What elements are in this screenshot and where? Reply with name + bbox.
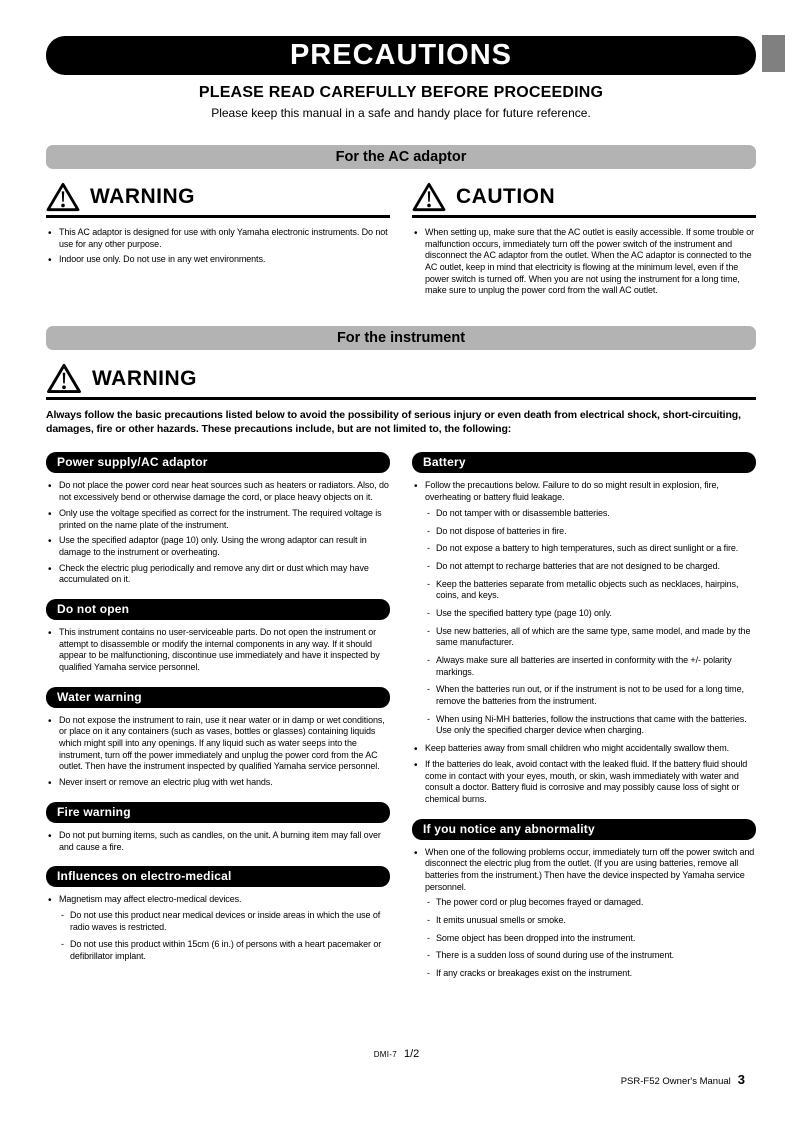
section-battery	[412, 452, 756, 805]
section-do-not-open	[46, 599, 390, 674]
bullet-item: • Never insert or remove an electric plug with wet hands.	[48, 777, 390, 789]
section-power-supply-ac-adaptor	[46, 452, 390, 586]
warning-heading	[46, 182, 390, 212]
left-column	[46, 452, 390, 992]
bullet-item: • Do not place the power cord near heat sources such as heaters or radiators. Also, do not excessively bend or otherwise damage the cord, or place heavy objects on it.	[48, 480, 390, 503]
caution-triangle-icon	[412, 182, 446, 212]
ac-caution-list	[414, 227, 756, 297]
bullet-item: • Do not put burning items, such as candles, on the unit. A burning item may fall over and cause a fire.	[48, 830, 390, 853]
sub-item: - When the batteries run out, or if the instrument is not to be used for a long time, remove the batteries from the instrument.	[427, 684, 756, 707]
manual-name: PSR-F52 Owner's Manual	[620, 1076, 731, 1087]
section-title: Fire warning	[46, 802, 390, 823]
bullet-item: • Only use the voltage specified as correct for the instrument. The required voltage is printed on the name plate of the instrument.	[48, 508, 390, 531]
sub-item: - Do not use this product within 15cm (6 in.) of persons with a heart pacemaker or defibrillator implant.	[61, 939, 390, 962]
sheet-number: 1/2	[403, 1048, 420, 1060]
section-title: Influences on electro-medical	[46, 866, 390, 887]
section-items	[48, 894, 390, 962]
sub-item: - Do not expose a battery to high temperatures, such as direct sunlight or a fire.	[427, 543, 756, 555]
warning-triangle-icon	[46, 182, 80, 212]
footer-doc-code	[0, 1044, 793, 1062]
warning-triangle-icon	[46, 363, 82, 394]
sub-item: - There is a sudden loss of sound during use of the instrument.	[427, 950, 756, 962]
bullet-item: • This instrument contains no user-serviceable parts. Do not open the instrument or attempt to disassemble or modify the internal components in any way. If it should appear to be malfunctioning, discontinue use immediately and have it inspected by qualified Yamaha service personnel.	[48, 627, 390, 674]
bullet-item: • When setting up, make sure that the AC outlet is easily accessible. If some trouble or malfunction occurs, immediately turn off the power switch of the instrument and disconnect the AC adaptor from the outlet. When the AC adaptor is connected to the AC outlet, keep in mind that electricity is flowing at the minimum level, even if the power switch is turned off. When you are not using the instrument for a long time, make sure to unplug the power cord from the wall AC outlet.	[414, 227, 756, 297]
ac-warning-list	[48, 227, 390, 266]
section-title: Do not open	[46, 599, 390, 620]
page-number: 3	[737, 1072, 745, 1087]
heading-rule-full	[46, 397, 756, 400]
sub-item: - Some object has been dropped into the instrument.	[427, 933, 756, 945]
section-title: Water warning	[46, 687, 390, 708]
page-subtitle: PLEASE READ CAREFULLY BEFORE PROCEEDING	[198, 84, 604, 101]
bullet-item: • Do not expose the instrument to rain, use it near water or in damp or wet conditions, or place on it any containers (such as vases, bottles or glasses) containing liquids which might spill into any openings. If any liquid such as water seeps into the instrument, turn off the power immediately and unplug the power cord from the AC outlet. Then have the instrument inspected by qualified Yamaha service personnel.	[48, 715, 390, 773]
sub-item: - Use new batteries, all of which are the same type, same model, and made by the same manufacturer.	[427, 626, 756, 649]
sub-item: - Use the specified battery type (page 10) only.	[427, 608, 756, 620]
sub-item: - Do not tamper with or disassemble batteries.	[427, 508, 756, 520]
section-bar-instrument: For the instrument	[46, 326, 756, 350]
ac-caution-column	[412, 169, 756, 301]
bullet-item: • Indoor use only. Do not use in any wet environments.	[48, 254, 390, 266]
bullet-item: • Magnetism may affect electro-medical devices.	[48, 894, 390, 906]
sub-item: - It emits unusual smells or smoke.	[427, 915, 756, 927]
bullet-item: • If the batteries do leak, avoid contact with the leaked fluid. If the battery fluid should come in contact with your eyes, mouth, or skin, wash immediately with water and consult a doctor. Battery fluid is corrosive and may possibly cause loss of sight or chemical burns.	[414, 759, 756, 806]
instrument-warning-intro: Always follow the basic precautions listed below to avoid the possibility of serious injury or even death from electrical shock, short-circuiting, damages, fire or other hazards. These precautions include, but are not limited to, the following:	[46, 409, 741, 436]
caution-label: CAUTION	[456, 185, 556, 208]
page-title: PRECAUTIONS	[46, 36, 756, 75]
section-title: Power supply/AC adaptor	[46, 452, 390, 473]
right-column	[412, 452, 756, 992]
sub-item: - The power cord or plug becomes frayed or damaged.	[427, 897, 756, 909]
section-bar-ac-adaptor: For the AC adaptor	[46, 145, 756, 169]
bullet-item: • Follow the precautions below. Failure to do so might result in explosion, fire, overheating or battery fluid leakage.	[414, 480, 756, 503]
doc-code: DMI-7	[373, 1050, 397, 1059]
manual-page	[46, 0, 756, 993]
section-items	[414, 847, 756, 980]
warning-label: WARNING	[92, 366, 197, 390]
section-items	[48, 715, 390, 789]
bullet-item: • Check the electric plug periodically and remove any dirt or dust which may have accumulated on it.	[48, 563, 390, 586]
bullet-item: • When one of the following problems occur, immediately turn off the power switch and disconnect the electric plug from the outlet. (If you are using batteries, remove all batteries from the instrument.) Then have the device inspected by Yamaha service personnel.	[414, 847, 756, 894]
edge-tab-marker	[762, 35, 785, 72]
sub-item: - When using Ni-MH batteries, follow the instructions that came with the batteries. Use only the specified charger device when charging.	[427, 714, 756, 737]
bullet-item: • Use the specified adaptor (page 10) only. Using the wrong adaptor can result in damage to the instrument or overheating.	[48, 535, 390, 558]
ac-adaptor-columns	[46, 169, 756, 301]
section-items	[48, 830, 390, 853]
ac-warning-column	[46, 169, 390, 301]
section-title: Battery	[412, 452, 756, 473]
sub-item: - Do not use this product near medical devices or inside areas in which the use of radio waves is restricted.	[61, 910, 390, 933]
bullet-item: • Keep batteries away from small children who might accidentally swallow them.	[414, 743, 756, 755]
instrument-columns	[46, 452, 756, 992]
section-title: If you notice any abnormality	[412, 819, 756, 840]
section-if-you-notice-any-abnormality	[412, 819, 756, 980]
heading-rule	[46, 215, 390, 218]
sub-item: - Do not attempt to recharge batteries that are not designed to be charged.	[427, 561, 756, 573]
section-items	[48, 627, 390, 674]
page-note: Please keep this manual in a safe and handy place for future reference.	[211, 106, 591, 120]
section-influences-on-electro-medical	[46, 866, 390, 962]
heading-rule	[412, 215, 756, 218]
section-fire-warning	[46, 802, 390, 853]
sub-item: - If any cracks or breakages exist on the instrument.	[427, 968, 756, 980]
section-water-warning	[46, 687, 390, 789]
sub-item: - Do not dispose of batteries in fire.	[427, 526, 756, 538]
warning-label: WARNING	[90, 185, 195, 208]
sub-item: - Always make sure all batteries are inserted in conformity with the +/- polarity markings.	[427, 655, 756, 678]
sub-item: - Keep the batteries separate from metallic objects such as necklaces, hairpins, coins, and keys.	[427, 579, 756, 602]
section-items	[414, 480, 756, 805]
instrument-warning-heading	[46, 363, 756, 394]
caution-heading	[412, 182, 756, 212]
bullet-item: • This AC adaptor is designed for use with only Yamaha electronic instruments. Do not use for any other purpose.	[48, 227, 390, 250]
section-items	[48, 480, 390, 586]
footer-page-info	[621, 1072, 745, 1087]
